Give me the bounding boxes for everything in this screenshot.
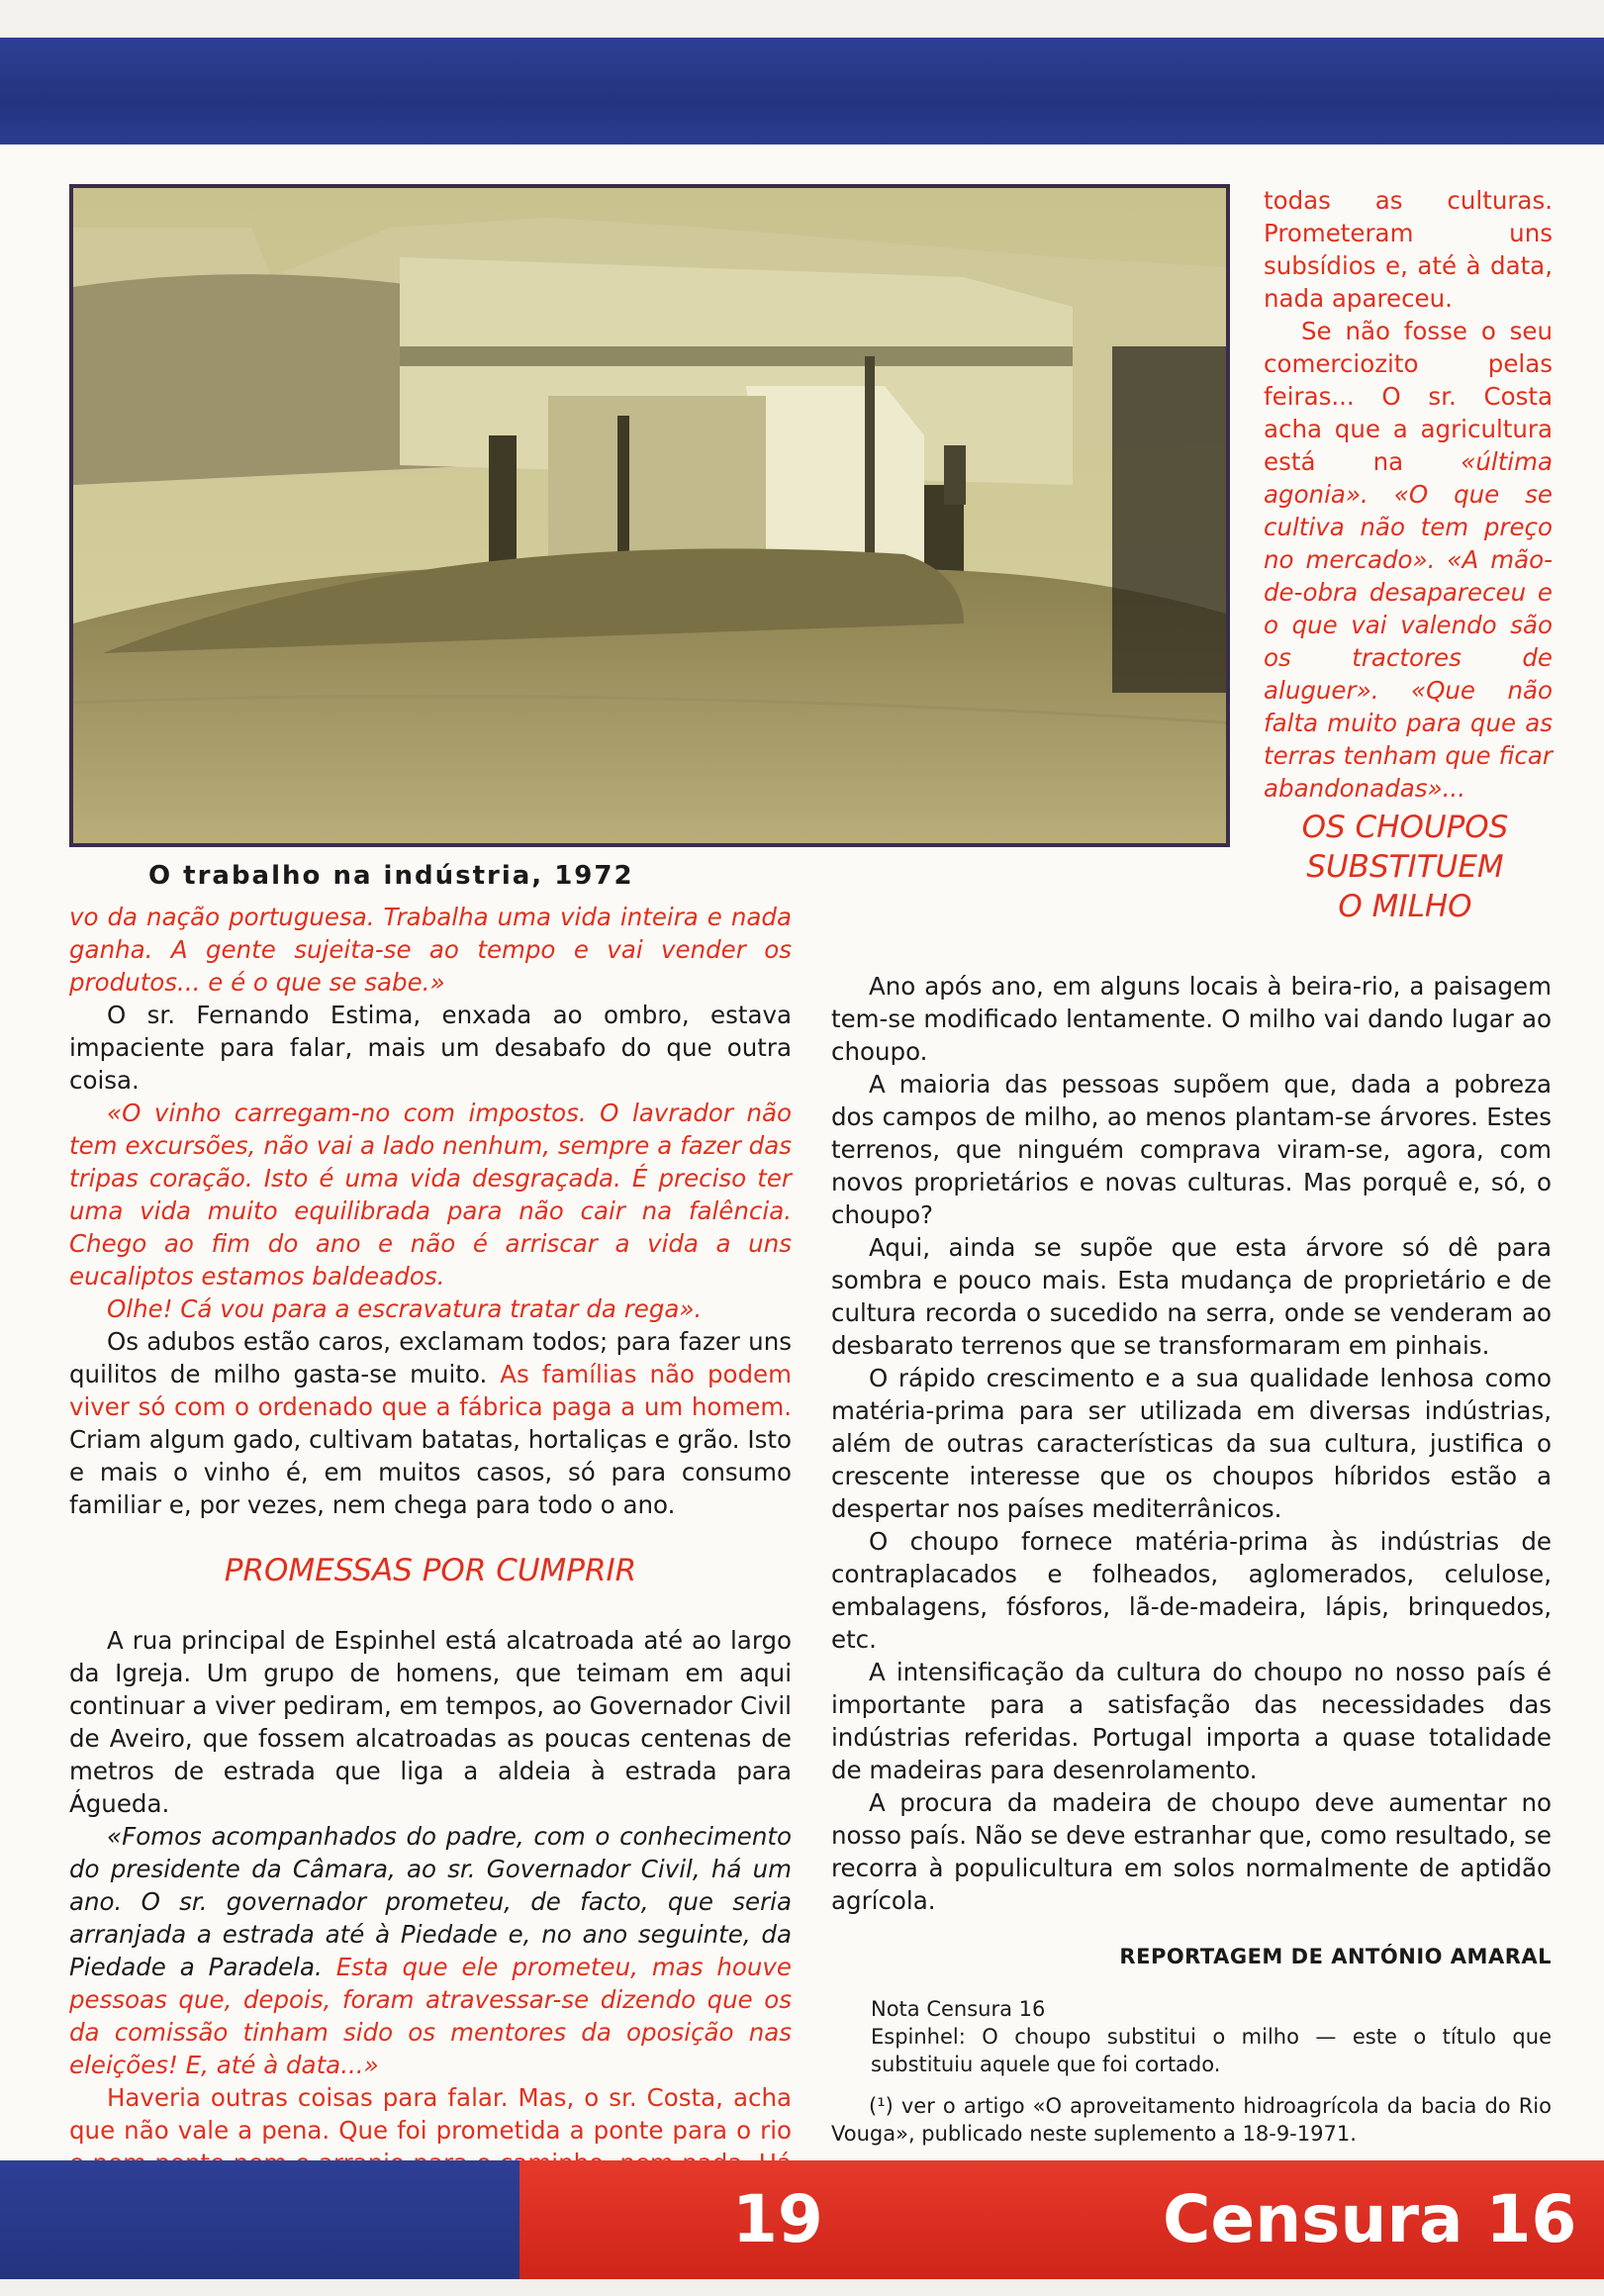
top-margin <box>0 0 1604 38</box>
right-column <box>831 970 1552 2189</box>
heading-line: SUBSTITUEM <box>1306 849 1504 885</box>
censored-span: As famílias não podem viver só com o ordenado que a fábrica paga a um homem. <box>69 1360 792 1421</box>
paragraph <box>1264 315 1553 805</box>
paragraph: O choupo fornece matéria-prima às indústrias de contraplacados e folheados, aglomerados, celulose, embalagens, fósforos, lã-de-madeira, lápis, brinquedos, etc. <box>831 1527 1552 1654</box>
text-span: «última agonia». «O que se cultiva não tem preço no mercado». «A mão-de-obra desapareceu e o que vai valendo são os tractores de aluguer». «Que não falta muito para que as terras tenham que ficar abandonadas»... <box>1264 447 1553 803</box>
paragraph: «O vinho carregam-no com impostos. O lavrador não tem excursões, não vai a lado nenhum, sempre a fazer das tripas coração. Isto é uma vida desgraçada. É preciso ter uma vida muito equilibrada para não cair na falência. Chego ao fim do ano e não é arriscar a vida a uns eucaliptos estamos baldeados. <box>69 1099 792 1291</box>
censorship-note <box>831 1995 1552 2078</box>
page-number: 19 <box>732 2181 823 2257</box>
text-span: Os adubos estão caros, exclamam todos; para fazer uns quilitos de milho gasta-se muito. <box>69 1327 792 1388</box>
text-span: «Fomos acompanhados do padre, com o conhecimento do presidente da Câmara, ao sr. Governador Civil, há um ano. O sr. governador prometeu, de facto, que seria arranjada a estrada até à Piedade e, no ano seguinte, da Piedade a Paradela. <box>69 1822 792 1981</box>
paragraph <box>69 1820 792 2081</box>
bottom-margin <box>0 2279 1604 2296</box>
section-heading: PROMESSAS POR CUMPRIR <box>224 1553 637 1588</box>
byline: REPORTAGEM DE ANTÓNIO AMARAL <box>1119 1945 1552 1968</box>
paragraph: todas as culturas. Prometeram uns subsídios e, até à data, nada apareceu. <box>1264 186 1553 313</box>
text-span: Se não fosse o seu comerciozito pelas feiras... O sr. Costa acha que a agricultura está na <box>1264 317 1553 476</box>
paragraph <box>69 1325 792 1521</box>
paragraph: A rua principal de Espinhel está alcatroada até ao largo da Igreja. Um grupo de homens, que teimam em aqui continuar a viver pediram, em tempos, ao Governador Civil de Aveiro, que fossem alcatroadas as poucas centenas de metros de estrada que liga a aldeia à estrada para Águeda. <box>69 1626 792 1818</box>
article-photo <box>69 184 1230 847</box>
text-span: Criam algum gado, cultivam batatas, hortaliças e grão. Isto e mais o vinho é, em muitos casos, só para consumo familiar e, por vezes, nem chega para todo o ano. <box>69 1425 792 1519</box>
heading-line: O MILHO <box>1338 889 1472 924</box>
paragraph: A procura da madeira de choupo deve aumentar no nosso país. Não se deve estranhar que, como resultado, se recorra à populicultura em solos normalmente de aptidão agrícola. <box>831 1788 1552 1915</box>
paragraph: Aqui, ainda se supõe que esta árvore só dê para sombra e pouco mais. Esta mudança de proprietário e de cultura recorda o sucedido na serra, onde se venderam ao desbarato terrenos que se transformaram em pinhais. <box>831 1233 1552 1360</box>
paragraph: A intensificação da cultura do choupo no nosso país é importante para a satisfação das necessidades das indústrias referidas. Portugal importa a quase totalidade de madeiras para desenrolamento. <box>831 1658 1552 1784</box>
footnote-mark: (¹) <box>869 2094 894 2118</box>
right-column-top <box>1264 184 1553 805</box>
photo-caption: O trabalho na indústria, 1972 <box>148 861 634 891</box>
paragraph: Haveria outras coisas para falar. Mas, o sr. Costa, acha que não vale a pena. Que foi prometida a ponte para o rio <box>69 2083 792 2145</box>
censored-span: Esta que ele prometeu, mas houve pessoas que, depois, foram atravessar-se dizendo que os da comissão tinham sido os mentores da oposição nas eleições! E, até à data...» <box>69 1953 792 2079</box>
paragraph: Ano após ano, em alguns locais à beira-rio, a paisagem tem-se modificado lentamente. O milho vai dando lugar ao choupo. <box>831 972 1552 1066</box>
section-heading <box>1227 808 1583 926</box>
header-band <box>0 38 1604 144</box>
paragraph: A maioria das pessoas supõem que, dada a pobreza dos campos de milho, ao menos plantam-se árvores. Estes terrenos, que ninguém comprava viram-se, agora, com novos proprietários e novas culturas. Mas porquê e, só, o choupo? <box>831 1070 1552 1229</box>
footer-blue-band <box>0 2160 519 2279</box>
note-title: Nota Censura 16 <box>871 1997 1046 2021</box>
paragraph: Olhe! Cá vou para a escravatura tratar da rega». <box>107 1294 703 1323</box>
paragraph: O rápido crescimento e a sua qualidade lenhosa como matéria-prima para ser utilizada em diversas indústrias, além de outras características da sua cultura, justifica o crescente interesse que os choupos híbridos estão a despertar nos países mediterrânicos. <box>831 1364 1552 1523</box>
heading-line: OS CHOUPOS <box>1301 810 1509 845</box>
footnote <box>831 2092 1552 2148</box>
left-column <box>69 901 792 2245</box>
publication-title: Censura 16 <box>1163 2181 1577 2257</box>
paragraph: O sr. Fernando Estima, enxada ao ombro, estava impaciente para falar, mais um desabafo do que outra coisa. <box>69 1001 792 1095</box>
photo-image <box>73 188 1226 843</box>
footnote-text: ver o artigo «O aproveitamento hidroagrícola da bacia do Rio Vouga», publicado neste suplemento a 18-9-1971. <box>831 2094 1552 2146</box>
note-text: Espinhel: O choupo substitui o milho — este o título que substituiu aquele que foi cortado. <box>871 2025 1552 2076</box>
paragraph: vo da nação portuguesa. Trabalha uma vida inteira e nada ganha. A gente sujeita-se ao tempo e vai vender os produtos... e é o que se sabe.» <box>69 903 792 997</box>
